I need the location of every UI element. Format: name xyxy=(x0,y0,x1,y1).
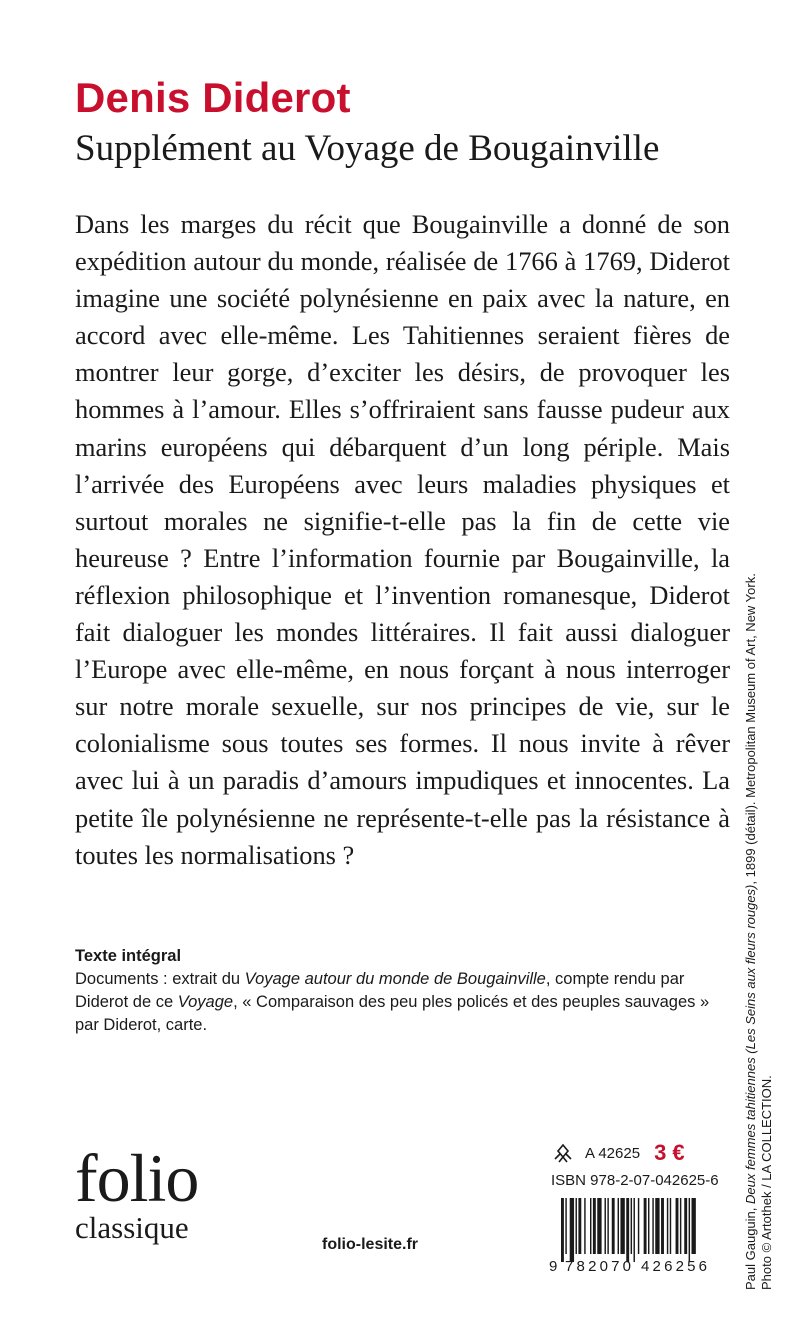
docs-work-title: Voyage autour du monde de Bougainville xyxy=(244,970,546,988)
barcode-bar xyxy=(670,1198,671,1254)
cover-image-credit xyxy=(743,160,775,1290)
barcode-bar xyxy=(570,1198,574,1262)
barcode-bar xyxy=(655,1198,659,1254)
edition-heading: Texte intégral xyxy=(75,947,182,965)
barcode-bar xyxy=(593,1198,596,1254)
barcode-bar xyxy=(667,1198,668,1254)
barcode-bar xyxy=(618,1198,619,1254)
logo-folio: folio xyxy=(75,1140,199,1216)
barcode-bar xyxy=(584,1198,585,1254)
barcode-bar xyxy=(676,1198,679,1254)
credit-line-2: Photo © Artothek / LA COLLECTION. xyxy=(759,1075,774,1290)
docs-text: , « Comparaison des peu ples policés et des peuples sauvages » par Diderot, carte. xyxy=(75,993,710,1034)
docs-text: , compte rendu par Diderot de ce xyxy=(75,970,685,1011)
credit-text: , 1899 (détail). Metropolitan Museum of Art, New York. xyxy=(743,573,758,885)
barcode-bar xyxy=(590,1198,591,1254)
folio-classique-logo xyxy=(75,1140,199,1248)
docs-text: Documents : extrait du xyxy=(75,970,245,988)
credit-text: Paul Gauguin, xyxy=(743,1203,758,1290)
book-title: Supplément au Voyage de Bougainville xyxy=(75,128,660,169)
barcode xyxy=(547,1196,717,1276)
documents-description xyxy=(75,968,735,1037)
barcode-bar xyxy=(692,1198,696,1254)
price: 3 € xyxy=(654,1140,685,1165)
barcode-bar xyxy=(607,1198,608,1254)
barcode-bar xyxy=(576,1198,577,1254)
barcode-bar xyxy=(626,1198,629,1262)
back-cover-blurb: Dans les marges du récit que Bougainville a donné de son expédition autour du monde, réalisée de 1766 à 1769, Diderot imagine une société polynésienne en paix avec la nature, en accord avec elle-même. Les Tahitiennes seraient fières de montrer leur gorge, d’exciter les désirs, de provoquer les hommes à l’amour. Elles s’offriraient sans fausse pudeur aux marins européens qui débarquent d’un long périple. Mais l’arrivée des Européens avec leurs maladies physiques et surtout morales ne signifie-t-elle pas la fin de cette vie heureuse ? Entre l’information fournie par Bougainville, la réflexion philosophique et l’invention romanesque, Diderot fait dialoguer les mondes littéraires. Il fait aussi dialoguer l’Europe avec elle-même, en nous forçant à nous interroger sur notre morale sexuelle, sur nos principes de vie, sur le colonialisme sous toutes ses formes. Il nous invite à rêver avec lui à un paradis d’amours impudiques et innocentes. La petite île polynésienne ne représente-t-elle pas la résistance à toutes les normalisations ? xyxy=(75,209,730,870)
isbn: ISBN 978-2-07-042625-6 xyxy=(551,1172,719,1189)
barcode-bar xyxy=(634,1198,635,1262)
barcode-bar xyxy=(631,1198,632,1254)
barcode-bar xyxy=(597,1198,601,1254)
barcode-bars xyxy=(561,1198,696,1262)
barcode-bar xyxy=(638,1198,639,1254)
publisher-website: folio-lesite.fr xyxy=(322,1236,419,1253)
barcode-bar xyxy=(684,1198,687,1254)
barcode-bar xyxy=(605,1198,606,1254)
catalog-code: A 42625 xyxy=(585,1144,641,1162)
barcode-digit-first: 9 xyxy=(549,1258,558,1275)
barcode-bar xyxy=(661,1198,664,1254)
barcode-bar xyxy=(578,1198,581,1254)
barcode-bar xyxy=(644,1198,647,1254)
barcode-bar xyxy=(652,1198,653,1254)
logo-classique: classique xyxy=(75,1210,189,1245)
barcode-bar xyxy=(620,1198,624,1254)
credit-line-1 xyxy=(743,160,759,1290)
barcode-digits-left: 782070 xyxy=(565,1258,631,1275)
barcode-bar xyxy=(648,1198,649,1254)
author-name: Denis Diderot xyxy=(75,74,351,121)
barcode-bar xyxy=(680,1198,681,1254)
barcode-digits-right: 426256 xyxy=(641,1258,707,1275)
barcode-bar xyxy=(612,1198,615,1254)
barcode-bar xyxy=(565,1198,566,1254)
edition-notes xyxy=(75,945,735,1037)
gallimard-symbol-icon xyxy=(551,1141,575,1165)
docs-work-title: Voyage xyxy=(177,993,234,1011)
credit-artwork-title: Deux femmes tahitiennes (Les Seins aux fleurs rouges) xyxy=(743,884,758,1204)
price-row xyxy=(551,1140,685,1166)
barcode-bar xyxy=(561,1198,564,1262)
barcode-bar xyxy=(689,1198,690,1262)
